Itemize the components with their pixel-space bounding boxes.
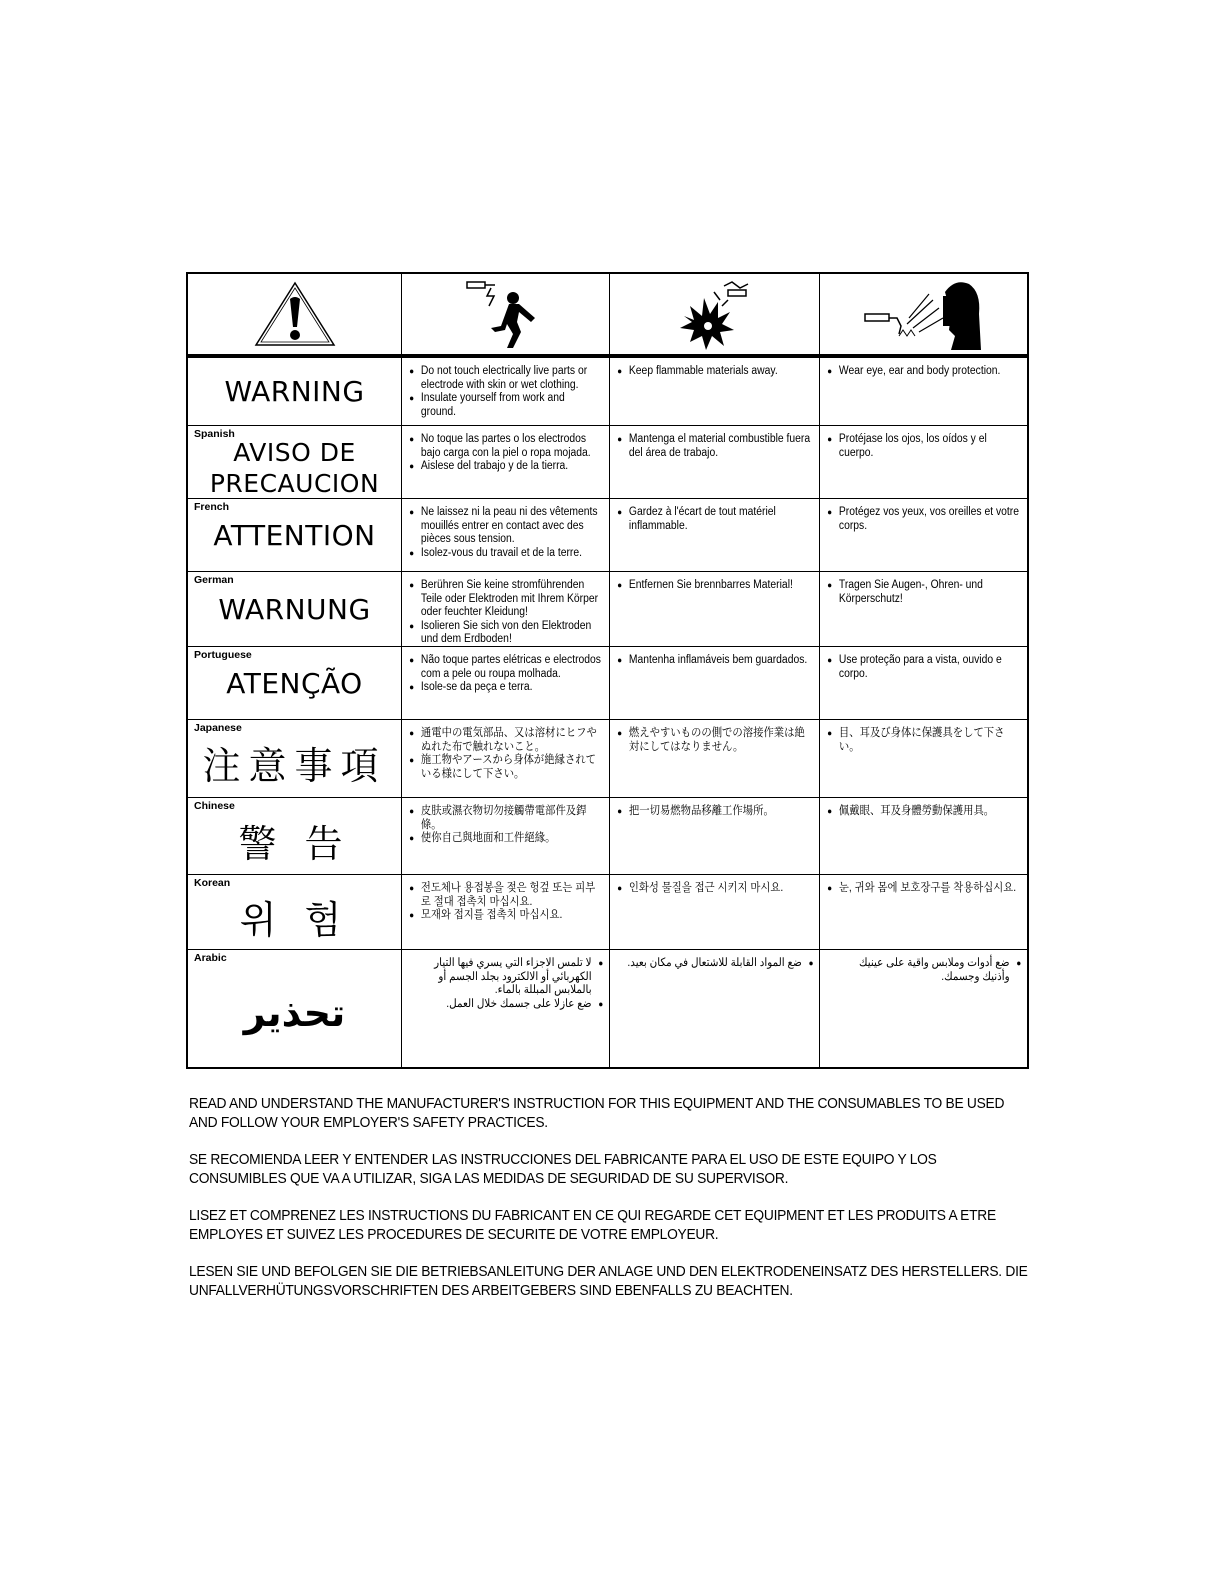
hazard-bullet-item: ● Não toque partes elétricas e electrodos com a pele ou roupa molhada. — [409, 654, 601, 681]
warning-table — [186, 272, 1029, 1069]
signal-cell — [188, 358, 402, 426]
signal-cell — [188, 572, 402, 647]
icon-cell-warning — [188, 274, 402, 358]
fire-hazard-cell — [610, 950, 820, 1067]
hazard-bullet-item: ● Keep flammable materials away. — [617, 365, 811, 379]
hazard-bullet-item: ● Protégez vos yeux, vos oreilles et votre corps. — [827, 506, 1019, 533]
hazard-bullet-item: ● ضع أدوات وملابس واقية على عينيك وأذنيك وجسمك. — [829, 957, 1021, 984]
signal-word: 위 험 — [239, 897, 350, 942]
hazard-bullet-item: ● 施工物やアースから身体が絶縁されている様にして下さい。 — [409, 754, 601, 781]
fire-explosion-icon — [670, 276, 760, 352]
hazard-bullet-item: ● Mantenga el material combustible fuera del área de trabajo. — [617, 433, 811, 460]
hazard-bullet-item: ● 인화성 물질을 접근 시키지 마시요. — [617, 882, 811, 896]
icon-cell-electric — [402, 274, 610, 358]
signal-word: ATENÇÃO — [226, 666, 363, 700]
hazard-bullet-item: ● Wear eye, ear and body protection. — [827, 365, 1019, 379]
signal-cell — [188, 426, 402, 499]
fire-hazard-cell — [610, 426, 820, 499]
language-label: Arabic — [194, 952, 227, 964]
signal-cell — [188, 647, 402, 720]
signal-word: تحذير — [243, 990, 346, 1035]
signal-cell — [188, 875, 402, 950]
hazard-bullet-item: ● Isole-se da peça e terra. — [409, 681, 601, 695]
warning-triangle-icon — [250, 279, 340, 349]
protection-hazard-cell — [820, 572, 1027, 647]
hazard-bullet-item: ● Gardez à l'écart de tout matériel inflammable. — [617, 506, 811, 533]
language-label: Japanese — [194, 722, 242, 734]
hazard-bullet-item: ● 使你自己與地面和工件絕緣。 — [409, 832, 601, 846]
language-label: Korean — [194, 877, 231, 889]
fire-hazard-cell — [610, 720, 820, 798]
fire-hazard-cell — [610, 499, 820, 572]
electric-hazard-cell — [402, 572, 610, 647]
fire-hazard-cell — [610, 572, 820, 647]
electric-hazard-cell — [402, 499, 610, 572]
hazard-bullet-item: ● Do not touch electrically live parts or electrode with skin or wet clothing. — [409, 365, 601, 392]
hazard-bullet-item: ● 전도체나 용접봉을 젖은 헝겊 또는 피부로 절대 접촉치 마십시요. — [409, 882, 601, 909]
hazard-bullet-item: ● 모재와 접지를 접촉치 마십시요. — [409, 909, 601, 923]
hazard-bullet-item: ● Mantenha inflamáveis bem guardados. — [617, 654, 811, 668]
signal-word: WARNUNG — [218, 592, 371, 626]
signal-cell — [188, 499, 402, 572]
hazard-bullet-item: ● 通電中の電気部品、又は溶材にヒフやぬれた布で触れないこと。 — [409, 727, 601, 754]
hazard-bullet-item: ● 目、耳及び身体に保護具をして下さい。 — [827, 727, 1019, 754]
icon-cell-fire — [610, 274, 820, 358]
signal-word: 注意事項 — [202, 744, 387, 788]
signal-word: 警 告 — [238, 821, 351, 866]
hazard-bullet-item: ● Use proteção para a vista, ouvido e corpo. — [827, 654, 1019, 681]
language-label: Portuguese — [194, 649, 252, 661]
hazard-bullet-item: ● Tragen Sie Augen-, Ohren- und Körperschutz! — [827, 579, 1019, 606]
protection-hazard-cell — [820, 426, 1027, 499]
electric-hazard-cell — [402, 426, 610, 499]
protection-hazard-cell — [820, 358, 1027, 426]
protection-hazard-cell — [820, 647, 1027, 720]
hazard-bullet-item: ● 눈, 귀와 몸에 보호장구를 착용하십시요. — [827, 882, 1019, 896]
electric-hazard-cell — [402, 798, 610, 875]
protection-hazard-cell — [820, 499, 1027, 572]
face-shield-protection-icon — [859, 274, 989, 354]
fire-hazard-cell — [610, 358, 820, 426]
fire-hazard-cell — [610, 798, 820, 875]
hazard-bullet-item: ● Protéjase los ojos, los oídos y el cuerpo. — [827, 433, 1019, 460]
electric-hazard-cell — [402, 875, 610, 950]
signal-cell — [188, 798, 402, 875]
instruction-paragraph: READ AND UNDERSTAND THE MANUFACTURER'S INSTRUCTION FOR THIS EQUIPMENT AND THE CONSUMABLES TO BE USED AND FOLLOW YOUR EMPLOYER'S SAFETY PRACTICES. — [189, 1095, 1005, 1131]
language-label: French — [194, 501, 230, 513]
instruction-paragraph: LESEN SIE UND BEFOLGEN SIE DIE BETRIEBSANLEITUNG DER ANLAGE UND DEN ELEKTRODENEINSATZ DES HERSTELLERS. DIE UNFALLVERHÜTUNGSVORSCHRIFTEN DES ARBEITGEBERS SIND EBENFALLS ZU BEACHTEN. — [189, 1263, 1028, 1299]
hazard-bullet-item: ● 把一切易燃物品移離工作場所。 — [617, 805, 811, 819]
language-label: German — [194, 574, 234, 586]
hazard-bullet-item: ● Ne laissez ni la peau ni des vêtements mouillés entrer en contact avec des pièces sous tension. — [409, 506, 601, 547]
hazard-bullet-item: ● Entfernen Sie brennbarres Material! — [617, 579, 811, 593]
hazard-bullet-item: ● Isolieren Sie sich von den Elektroden und dem Erdboden! — [409, 620, 601, 647]
hazard-bullet-item: ● Isolez-vous du travail et de la terre. — [409, 547, 601, 561]
electric-shock-icon — [461, 276, 551, 352]
warning-grid — [188, 274, 1027, 1067]
icon-cell-protection — [820, 274, 1027, 358]
fire-hazard-cell — [610, 647, 820, 720]
signal-word: ATTENTION — [213, 518, 376, 552]
hazard-bullet-item: ● Aislese del trabajo y de la tierra. — [409, 460, 601, 474]
language-label: Spanish — [194, 428, 235, 440]
signal-word: AVISO DE PRECAUCION — [209, 438, 380, 498]
hazard-bullet-item: ● 佩戴眼、耳及身體勞動保護用具。 — [827, 805, 1019, 819]
electric-hazard-cell — [402, 950, 610, 1067]
hazard-bullet-item: ● ضع المواد القابلة للاشتعال في مكان بعيد. — [619, 957, 813, 971]
instruction-paragraph: SE RECOMIENDA LEER Y ENTENDER LAS INSTRUCCIONES DEL FABRICANTE PARA EL USO DE ESTE EQUIPO Y LOS CONSUMIBLES QUE VA A UTILIZAR, SIGA LAS MEDIDAS DE SEGURIDAD DE SU SUPERVISOR. — [189, 1151, 937, 1187]
hazard-bullet-item: ● No toque las partes o los electrodos bajo carga con la piel o ropa mojada. — [409, 433, 601, 460]
hazard-bullet-item: ● 燃えやすいものの側での溶接作業は絶対にしてはなりません。 — [617, 727, 811, 754]
instruction-paragraph: LISEZ ET COMPRENEZ LES INSTRUCTIONS DU FABRICANT EN CE QUI REGARDE CET EQUIPMENT ET LES PRODUITS A ETRE EMPLOYES ET SUIVEZ LES PROCEDURES DE SECURITE DE VOTRE EMPLOYEUR. — [189, 1207, 996, 1243]
protection-hazard-cell — [820, 950, 1027, 1067]
protection-hazard-cell — [820, 875, 1027, 950]
electric-hazard-cell — [402, 720, 610, 798]
fire-hazard-cell — [610, 875, 820, 950]
hazard-bullet-item: ● 皮肤或濕衣物切勿接觸帶電部件及銲條。 — [409, 805, 601, 832]
signal-word: WARNING — [224, 375, 365, 408]
instructions-block — [189, 1094, 1028, 1318]
language-label: Chinese — [194, 800, 235, 812]
electric-hazard-cell — [402, 647, 610, 720]
protection-hazard-cell — [820, 720, 1027, 798]
hazard-bullet-item: ● ضع عازلا على جسمك خلال العمل. — [411, 998, 603, 1012]
hazard-bullet-item: ● Berühren Sie keine stromführenden Teile oder Elektroden mit Ihrem Körper oder feuchter Kleidung! — [409, 579, 601, 620]
signal-cell — [188, 720, 402, 798]
hazard-bullet-item: ● لا تلمس الاجزاء التي يسري فيها التيار الكهربائي أو الالكترود بجلد الجسم أو بالملابس المبللة بالماء. — [411, 957, 603, 998]
signal-cell — [188, 950, 402, 1067]
hazard-bullet-item: ● Insulate yourself from work and ground. — [409, 392, 601, 419]
protection-hazard-cell — [820, 798, 1027, 875]
electric-hazard-cell — [402, 358, 610, 426]
